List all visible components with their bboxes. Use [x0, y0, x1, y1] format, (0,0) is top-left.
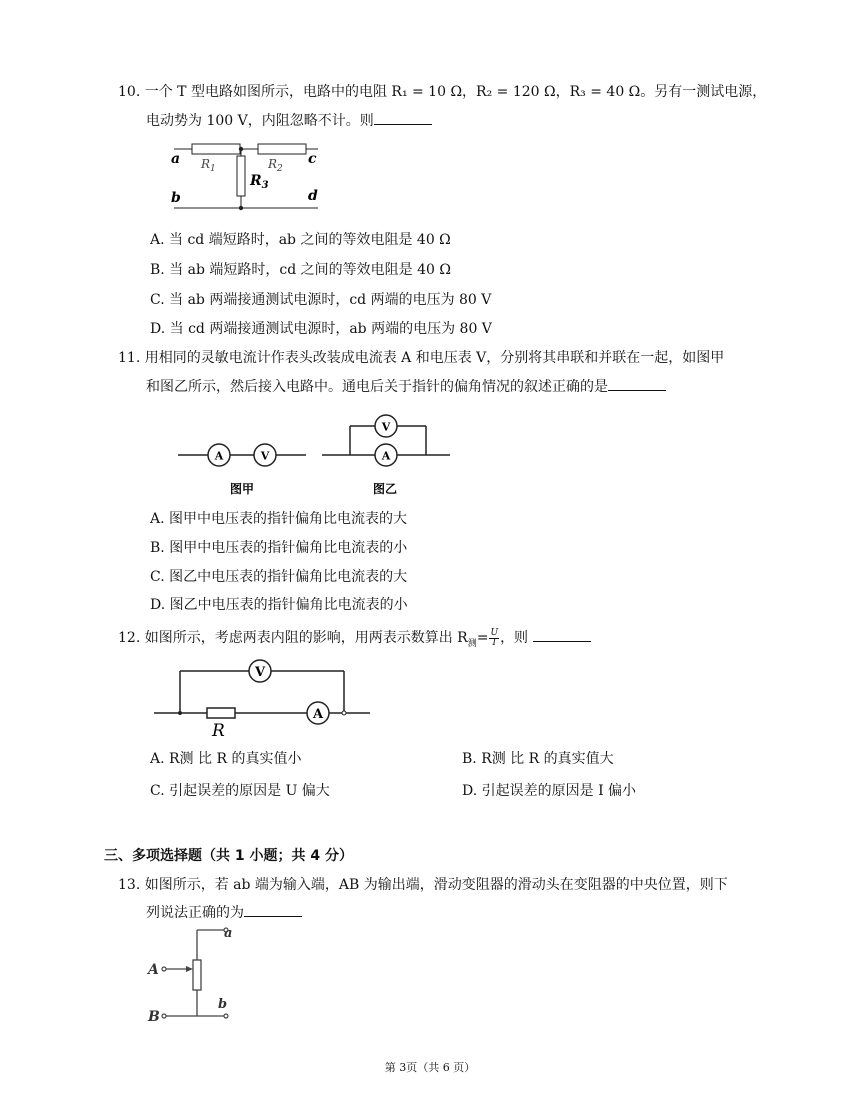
- caption-fig-jia: 图甲: [229, 482, 255, 496]
- q13-stem-line1: 13. 如图所示，若 ab 端为输入端，AB 为输出端，滑动变阻器的滑动头在变阻器的中央位置，则下: [118, 877, 728, 893]
- label-r2: $R_2$: [268, 157, 283, 174]
- fraction-numerator: U: [490, 627, 499, 638]
- junction-dot: [239, 206, 243, 210]
- fraction-denominator: I: [492, 637, 497, 648]
- ammeter-label: A: [214, 449, 224, 463]
- q11-option-b: B. 图甲中电压表的指针偏角比电流表的小: [150, 540, 408, 556]
- ammeter-label: A: [312, 707, 324, 722]
- q12-option-c: C. 引起误差的原因是 U 偏大: [150, 783, 330, 799]
- section-title: 三、多项选择题（共 1 小题；共 4 分）: [104, 848, 353, 864]
- q13-stem-text: 列说法正确的为: [146, 905, 244, 921]
- q10-stem-text: 电动势为 100 V，内阻忽略不计。则: [146, 113, 374, 129]
- equals-sign: =: [476, 630, 489, 646]
- q11-option-c: C. 图乙中电压表的指针偏角比电流表的大: [150, 569, 408, 585]
- q12-option-b: B. R测 比 R 的真实值大: [462, 751, 614, 767]
- terminal-A: A: [148, 962, 159, 978]
- junction-dot: [239, 147, 243, 151]
- q11-stem-line2: [146, 376, 666, 397]
- q12-stem-tail: ，则: [500, 630, 529, 646]
- caption-fig-yi: 图乙: [372, 482, 398, 496]
- voltmeter-label: V: [381, 420, 391, 434]
- answer-blank: [244, 902, 302, 917]
- q12-option-a: A. R测 比 R 的真实值小: [150, 751, 302, 767]
- slider-arrow-icon: [186, 966, 193, 972]
- q10-stem-line1: 10. 一个 T 型电路如图所示，电路中的电阻 R₁ = 10 Ω，R₂ = 120 Ω，R₃ = 40 Ω。另有一测试电源，: [118, 84, 767, 100]
- terminal-dot: [162, 1014, 166, 1018]
- terminal-a: a: [171, 151, 181, 167]
- q10-option-d: D. 当 cd 两端接通测试电源时，ab 两端的电压为 80 V: [150, 321, 492, 337]
- terminal-dot: [162, 967, 166, 971]
- fraction-u-over-i: [489, 629, 499, 648]
- q12-stem-text: 12. 如图所示，考虑两表内阻的影响，用两表示数算出 R: [118, 630, 468, 646]
- answer-blank: [374, 110, 432, 125]
- answer-blank: [608, 376, 666, 391]
- q10-option-a: A. 当 cd 端短路时，ab 之间的等效电阻是 40 Ω: [150, 232, 451, 248]
- label-r: R: [212, 721, 225, 741]
- q10-option-b: B. 当 ab 端短路时，cd 之间的等效电阻是 40 Ω: [150, 262, 451, 278]
- q11-stem-line1: 11. 用相同的灵敏电流计作表头改装成电流表 A 和电压表 V，分别将其串联和并联在一起，如图甲: [118, 350, 725, 366]
- junction-dot: [178, 711, 182, 715]
- q11-stem-text: 和图乙所示，然后接入电路中。通电后关于指针的偏角情况的叙述正确的是: [146, 379, 608, 395]
- terminal-a: a: [224, 926, 233, 941]
- answer-blank: [533, 627, 591, 642]
- voltmeter-label: V: [254, 665, 266, 680]
- voltammeter-circuit-diagram: [150, 655, 376, 741]
- page-footer: 第 3页（共 6 页）: [384, 1061, 476, 1074]
- voltmeter-label: V: [260, 449, 270, 463]
- terminal-d: d: [308, 188, 318, 204]
- ammeter-label: A: [381, 449, 391, 463]
- q11-option-a: A. 图甲中电压表的指针偏角比电流表的大: [150, 511, 408, 527]
- resistor-r: [207, 708, 235, 718]
- meter-diagrams: [174, 410, 454, 502]
- q10-stem-line2: [146, 110, 432, 131]
- resistor-r2: [258, 144, 306, 154]
- subscript-ce: 测: [467, 638, 477, 649]
- resistor-r1: [192, 144, 240, 154]
- terminal-b: b: [218, 997, 228, 1012]
- terminal-dot: [342, 711, 346, 715]
- q12-stem: [118, 627, 591, 654]
- rheostat-body: [193, 960, 201, 990]
- terminal-B: B: [148, 1009, 160, 1025]
- rheostat-diagram: [140, 920, 250, 1028]
- q10-option-c: C. 当 ab 两端接通测试电源时，cd 两端的电压为 80 V: [150, 292, 492, 308]
- q12-option-d: D. 引起误差的原因是 I 偏小: [462, 783, 637, 799]
- label-r1: $R_1$: [201, 157, 216, 174]
- label-r3: $R_3$: [250, 173, 269, 191]
- terminal-c: c: [308, 151, 317, 167]
- t-circuit-diagram: [168, 138, 328, 216]
- terminal-b: b: [171, 190, 181, 206]
- resistor-r3: [237, 156, 245, 196]
- terminal-dot: [224, 1014, 228, 1018]
- q11-option-d: D. 图乙中电压表的指针偏角比电流表的小: [150, 597, 408, 613]
